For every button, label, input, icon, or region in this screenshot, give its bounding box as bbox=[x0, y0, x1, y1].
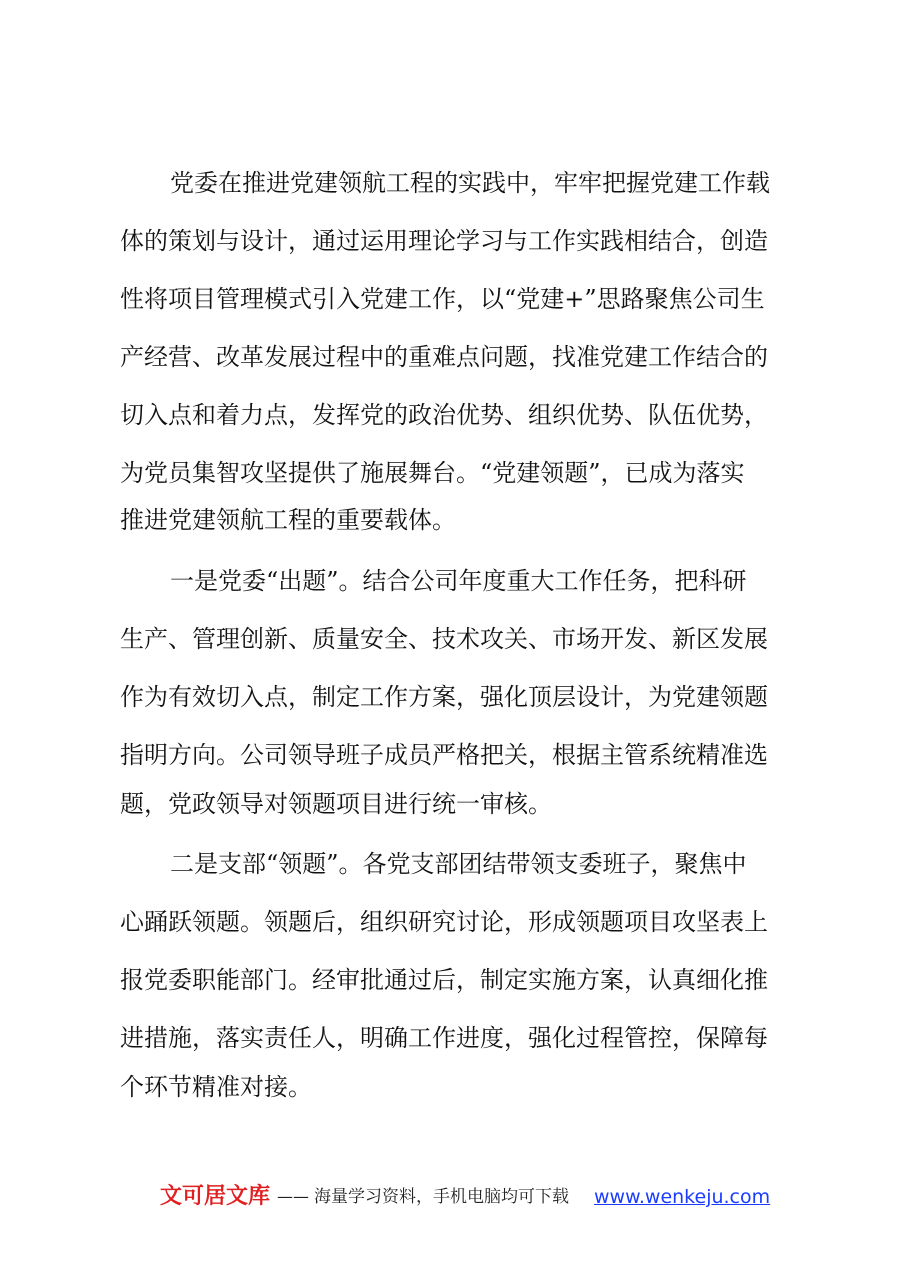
paragraph-1-line-3: 性将项目管理模式引入党建工作，以“党建+”思路聚焦公司生 bbox=[120, 285, 765, 313]
paragraph-1-line-2: 体的策划与设计，通过运用理论学习与工作实践相结合，创造 bbox=[120, 227, 768, 255]
paragraph-1-line-7: 推进党建领航工程的重要载体。 bbox=[120, 506, 456, 534]
footer-brand: 文可居文库 bbox=[160, 1184, 271, 1209]
footer-banner bbox=[0, 1182, 909, 1212]
paragraph-2-line-5: 题，党政领导对领题项目进行统一审核。 bbox=[120, 790, 552, 818]
paragraph-3-line-5: 个环节精准对接。 bbox=[120, 1073, 312, 1101]
paragraph-2-line-3: 作为有效切入点，制定工作方案，强化顶层设计，为党建领题 bbox=[120, 683, 768, 711]
paragraph-1-line-6: 为党员集智攻坚提供了施展舞台。“党建领题”，已成为落实 bbox=[120, 459, 745, 487]
paragraph-1-line-1: 党委在推进党建领航工程的实践中，牢牢把握党建工作载 bbox=[170, 169, 770, 197]
paragraph-3-line-4: 进措施，落实责任人，明确工作进度，强化过程管控，保障每 bbox=[120, 1024, 768, 1052]
footer-site-link[interactable]: www.wenkeju.com bbox=[594, 1186, 771, 1208]
paragraph-3-line-1: 二是支部“领题”。各党支部团结带领支委班子，聚焦中 bbox=[170, 850, 747, 878]
paragraph-1-line-5: 切入点和着力点，发挥党的政治优势、组织优势、队伍优势， bbox=[120, 401, 768, 429]
paragraph-2-line-1: 一是党委“出题”。结合公司年度重大工作任务，把科研 bbox=[170, 567, 747, 595]
paragraph-3-line-3: 报党委职能部门。经审批通过后，制定实施方案，认真细化推 bbox=[120, 966, 768, 994]
footer-dash: —— bbox=[277, 1187, 309, 1206]
paragraph-3-line-2: 心踊跃领题。领题后，组织研究讨论，形成领题项目攻坚表上 bbox=[120, 908, 768, 936]
footer-tagline: 海量学习资料，手机电脑均可下载 bbox=[314, 1187, 569, 1207]
paragraph-2-line-4: 指明方向。公司领导班子成员严格把关，根据主管系统精准选 bbox=[120, 741, 768, 769]
paragraph-2-line-2: 生产、管理创新、质量安全、技术攻关、市场开发、新区发展 bbox=[120, 625, 768, 653]
paragraph-1-line-4: 产经营、改革发展过程中的重难点问题，找准党建工作结合的 bbox=[120, 343, 768, 371]
